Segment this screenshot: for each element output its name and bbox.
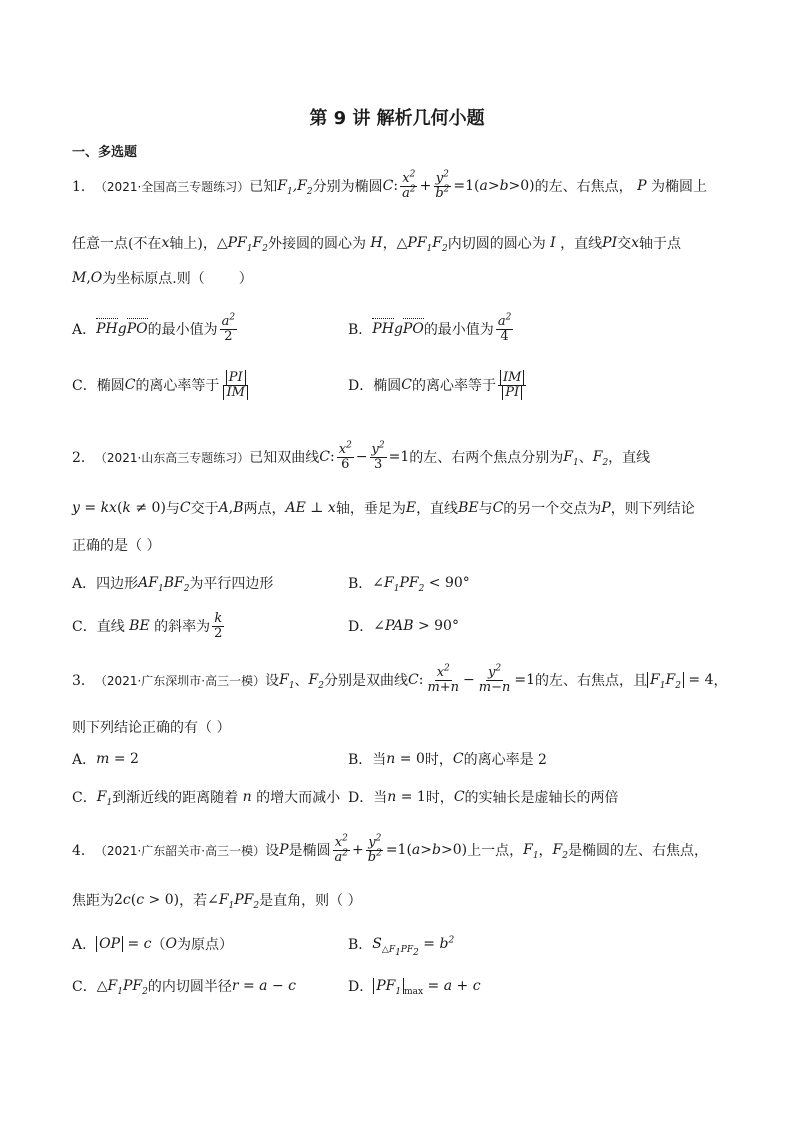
q1-option-c[interactable]: C． 椭圆 C 的离心率等于 $\frac{PI}{IM}$ — [72, 371, 252, 399]
q1-text: 内切圆的圆心为 — [447, 236, 546, 252]
q3-line1: 3． （2021·广东深圳市·高三一模） 设 $F_1$ 、 $F_2$ 分别是双曲线 C: $\frac{x^2}{m+n}$ − $\frac{y^2}{m-n}$ =1 的左、右焦点，且 $F_1F_2$ = 4 ， — [72, 663, 728, 695]
option-text: 的内切圆半径 — [147, 979, 232, 995]
q2-text: ，则下列结论 — [610, 501, 695, 517]
option-label: A． — [72, 322, 97, 339]
option-label: C． — [72, 979, 97, 995]
q2-line1: 2． （2021·山东高三专题练习） 已知双曲线 C: $\frac{x^2}{6}$ − $\frac{y^2}{3}$ =1 的左、右两个焦点分别为 $F_1$ 、 $F_2$ ，直线 — [72, 440, 651, 472]
q1-text: ， — [382, 236, 397, 252]
q4-number: 4． — [72, 843, 95, 860]
q2-text: 与 — [478, 501, 493, 517]
q2-line2: y = kx(k ≠ 0) 与 C 交于 A,B 两点， AE ⊥ x 轴，垂足为 E ，直线 BE 与 C 的另一个交点为 P ，则下列结论 — [72, 500, 695, 517]
q1-text: 任意一点(不在 — [72, 236, 162, 252]
q2-text: 两点， — [243, 501, 286, 517]
option-text: 的增大而减小 — [256, 790, 341, 806]
q1-source: （2021·全国高三专题练习） — [94, 179, 250, 194]
q2-text: 已知双曲线 — [249, 450, 320, 467]
option-text: 的最小值为 — [423, 322, 494, 339]
option-text: 四边形 — [96, 576, 139, 592]
option-label: B． — [348, 576, 373, 592]
q1-math-ellipse: C: — [382, 178, 399, 195]
q3-number: 3． — [72, 673, 95, 690]
q2-text: 、 — [578, 450, 593, 467]
q1-text: 为坐标原点.则（ — [102, 271, 205, 287]
option-text: 直线 — [96, 619, 125, 636]
q1-text: 外接圆的圆心为 — [267, 236, 366, 252]
q1-text: 交 — [617, 236, 632, 252]
q2-option-d[interactable]: D． ∠PAB > 90° — [348, 618, 459, 635]
option-label: B． — [348, 322, 373, 339]
q1-frac-y: $\frac{y^2}{b^2}$ — [435, 169, 450, 201]
q2-text: 正确的是（ ） — [72, 538, 161, 554]
q1-text: 分别为椭圆 — [312, 179, 383, 196]
q1-text: 已知 — [249, 179, 278, 196]
q4-source: （2021·广东韶关市·高三一模） — [94, 843, 266, 858]
q4-text: 上一点， — [467, 843, 524, 860]
option-text: 的离心率等于 — [135, 378, 220, 395]
q2-text: 的左、右两个焦点分别为 — [409, 450, 564, 467]
q4-option-a[interactable]: A． OP = c （ O 为原点） — [72, 936, 233, 953]
q3-option-a[interactable]: A． m = 2 — [72, 751, 139, 768]
option-label: D． — [348, 790, 374, 806]
q1-text: ） — [238, 271, 253, 287]
q1-text: 的左、右焦点， — [534, 179, 633, 196]
q4-line2: 焦距为 2c(c > 0) ，若 $\angle F_1PF_2$ 是直角，则（ ） — [72, 892, 362, 911]
q4-text: ， — [538, 843, 553, 860]
q2-text: 的另一个交点为 — [503, 501, 602, 517]
q3-text: ， — [713, 673, 728, 690]
q3-text: 设 — [265, 673, 280, 690]
q4-line1: 4． （2021·广东韶关市·高三一模） 设 P 是椭圆 $\frac{x^2}{a^2}$ + $\frac{y^2}{b^2}$ =1(a>b>0) 上一点， $F_1$ ， $F_2$ 是椭圆的左、右焦点， — [72, 833, 708, 865]
option-label: D． — [348, 619, 374, 635]
option-text: 的离心率等于 — [411, 378, 496, 395]
q2-number: 2． — [72, 450, 95, 467]
option-text: 椭圆 — [373, 378, 402, 395]
option-text: 当 — [373, 790, 388, 806]
q2-text: 轴，垂足为 — [335, 501, 406, 517]
q1-text: 轴上)， — [169, 236, 217, 252]
option-text: （ — [151, 937, 166, 953]
q3-source: （2021·广东深圳市·高三一模） — [94, 673, 266, 688]
q1-text: 轴于点 — [639, 236, 682, 252]
section-heading: 一、多选题 — [72, 145, 138, 160]
option-text: 到渐近线的距离随着 — [112, 790, 239, 806]
q4-text: 焦距为 — [72, 893, 114, 909]
q2-text: 与 — [165, 501, 180, 517]
option-text: 时， — [425, 790, 454, 806]
q3-option-c[interactable]: C． $F_1$ 到渐近线的距离随着 n 的增大而减小 — [72, 789, 341, 808]
q2-text: ，直线 — [608, 450, 651, 467]
option-text: 为原点） — [177, 937, 233, 953]
q3-text: 分别是双曲线 — [324, 673, 408, 690]
option-text: 椭圆 — [96, 378, 125, 395]
option-label: C． — [72, 790, 97, 806]
option-label: A． — [72, 752, 97, 768]
q2-option-c[interactable]: C． 直线 BE 的斜率为 $\frac{k}{2}$ — [72, 611, 223, 641]
q3-text: 的左、右焦点，且 — [535, 673, 648, 690]
option-label: A． — [72, 576, 97, 592]
q1-math-eq: =1(a>b>0) — [453, 178, 535, 195]
q1-line2: 任意一点(不在 x 轴上)， $\triangle PF_1F_2$ 外接圆的圆心为 H ， $\triangle PF_1F_2$ 内切圆的圆心为 I ，直线 PI 交 x 轴于点 — [72, 235, 682, 254]
option-text: 当 — [372, 752, 387, 768]
q1-line1: 1． （2021·全国高三专题练习） 已知 $F_1,F_2$ 分别为椭圆 C: $\frac{x^2}{a^2}$ + $\frac{y^2}{b^2}$ =1(a>b>0) 的左、右焦点， P 为椭圆上 — [72, 169, 707, 201]
q2-line3 — [72, 535, 160, 555]
page-title: 第 9 讲 解析几何小题 — [309, 108, 485, 129]
q3-text: 则下列结论正确的有（ ） — [72, 720, 231, 736]
option-label: D． — [348, 979, 374, 995]
q1-frac-x: $\frac{x^2}{a^2}$ — [402, 169, 416, 201]
option-label: C． — [72, 619, 97, 636]
option-label: B． — [348, 752, 373, 768]
q1-line3: M,O 为坐标原点.则（ ） — [72, 270, 253, 287]
q4-text: 是椭圆的左、右焦点， — [568, 843, 708, 860]
q4-option-c[interactable]: C． $\triangle F_1PF_2$ 的内切圆半径 r = a − c — [72, 978, 297, 997]
q3-text: 、 — [294, 673, 309, 690]
option-text: 的最小值为 — [147, 322, 218, 339]
q4-option-d[interactable]: D． $PF_1$ $_{max}$ = a + c — [348, 978, 481, 997]
q2-source: （2021·山东高三专题练习） — [94, 450, 250, 465]
q1-text: ，直线 — [560, 236, 603, 252]
q1-number: 1． — [72, 179, 95, 196]
option-text: 的离心率是 2 — [463, 752, 547, 768]
q1-option-b[interactable]: B． PH g PO 的最小值为 $\frac{a^2}{4}$ — [348, 312, 512, 344]
option-text: 的实轴长是虚轴长的两倍 — [464, 790, 619, 806]
option-text: 为平行四边形 — [189, 576, 274, 592]
q1-option-a[interactable]: A． PH g PO 的最小值为 $\frac{a^2}{2}$ — [72, 312, 236, 344]
q4-text: 是直角，则（ ） — [259, 893, 362, 909]
q1-math-foci: $F_1,F_2$ — [277, 178, 313, 197]
option-text: 时， — [424, 752, 453, 768]
option-label: D． — [348, 378, 374, 395]
option-text: 的斜率为 — [154, 619, 211, 636]
option-label: A． — [72, 937, 97, 953]
q2-option-b[interactable]: B． $\angle F_1PF_2 < 90^\circ$ — [348, 575, 470, 594]
q1-option-d[interactable]: D． 椭圆 C 的离心率等于 $\frac{IM}{PI}$ — [348, 371, 528, 399]
option-label: C． — [72, 378, 97, 395]
q2-option-a[interactable]: A． 四边形 $AF_1BF_2$ 为平行四边形 — [72, 575, 274, 594]
q4-option-b[interactable]: B． $S_{\triangle F_1PF_2} = b^2$ — [348, 935, 455, 958]
q2-text: ，直线 — [416, 501, 459, 517]
option-label: B． — [348, 937, 373, 953]
q3-option-d[interactable]: D． 当 n = 1 时， C 的实轴长是虚轴长的两倍 — [348, 789, 619, 806]
q1-math-triangle: $\triangle PF_1F_2$ — [216, 235, 268, 254]
q4-text: 设 — [265, 843, 280, 860]
q2-text: 交于 — [190, 501, 219, 517]
q3-line2 — [72, 717, 230, 737]
q4-text: 是椭圆 — [288, 843, 331, 860]
q3-option-b[interactable]: B． 当 n = 0 时， C 的离心率是 2 — [348, 751, 547, 768]
q4-text: ，若 — [179, 893, 208, 909]
q1-text: 为椭圆上 — [650, 179, 707, 196]
